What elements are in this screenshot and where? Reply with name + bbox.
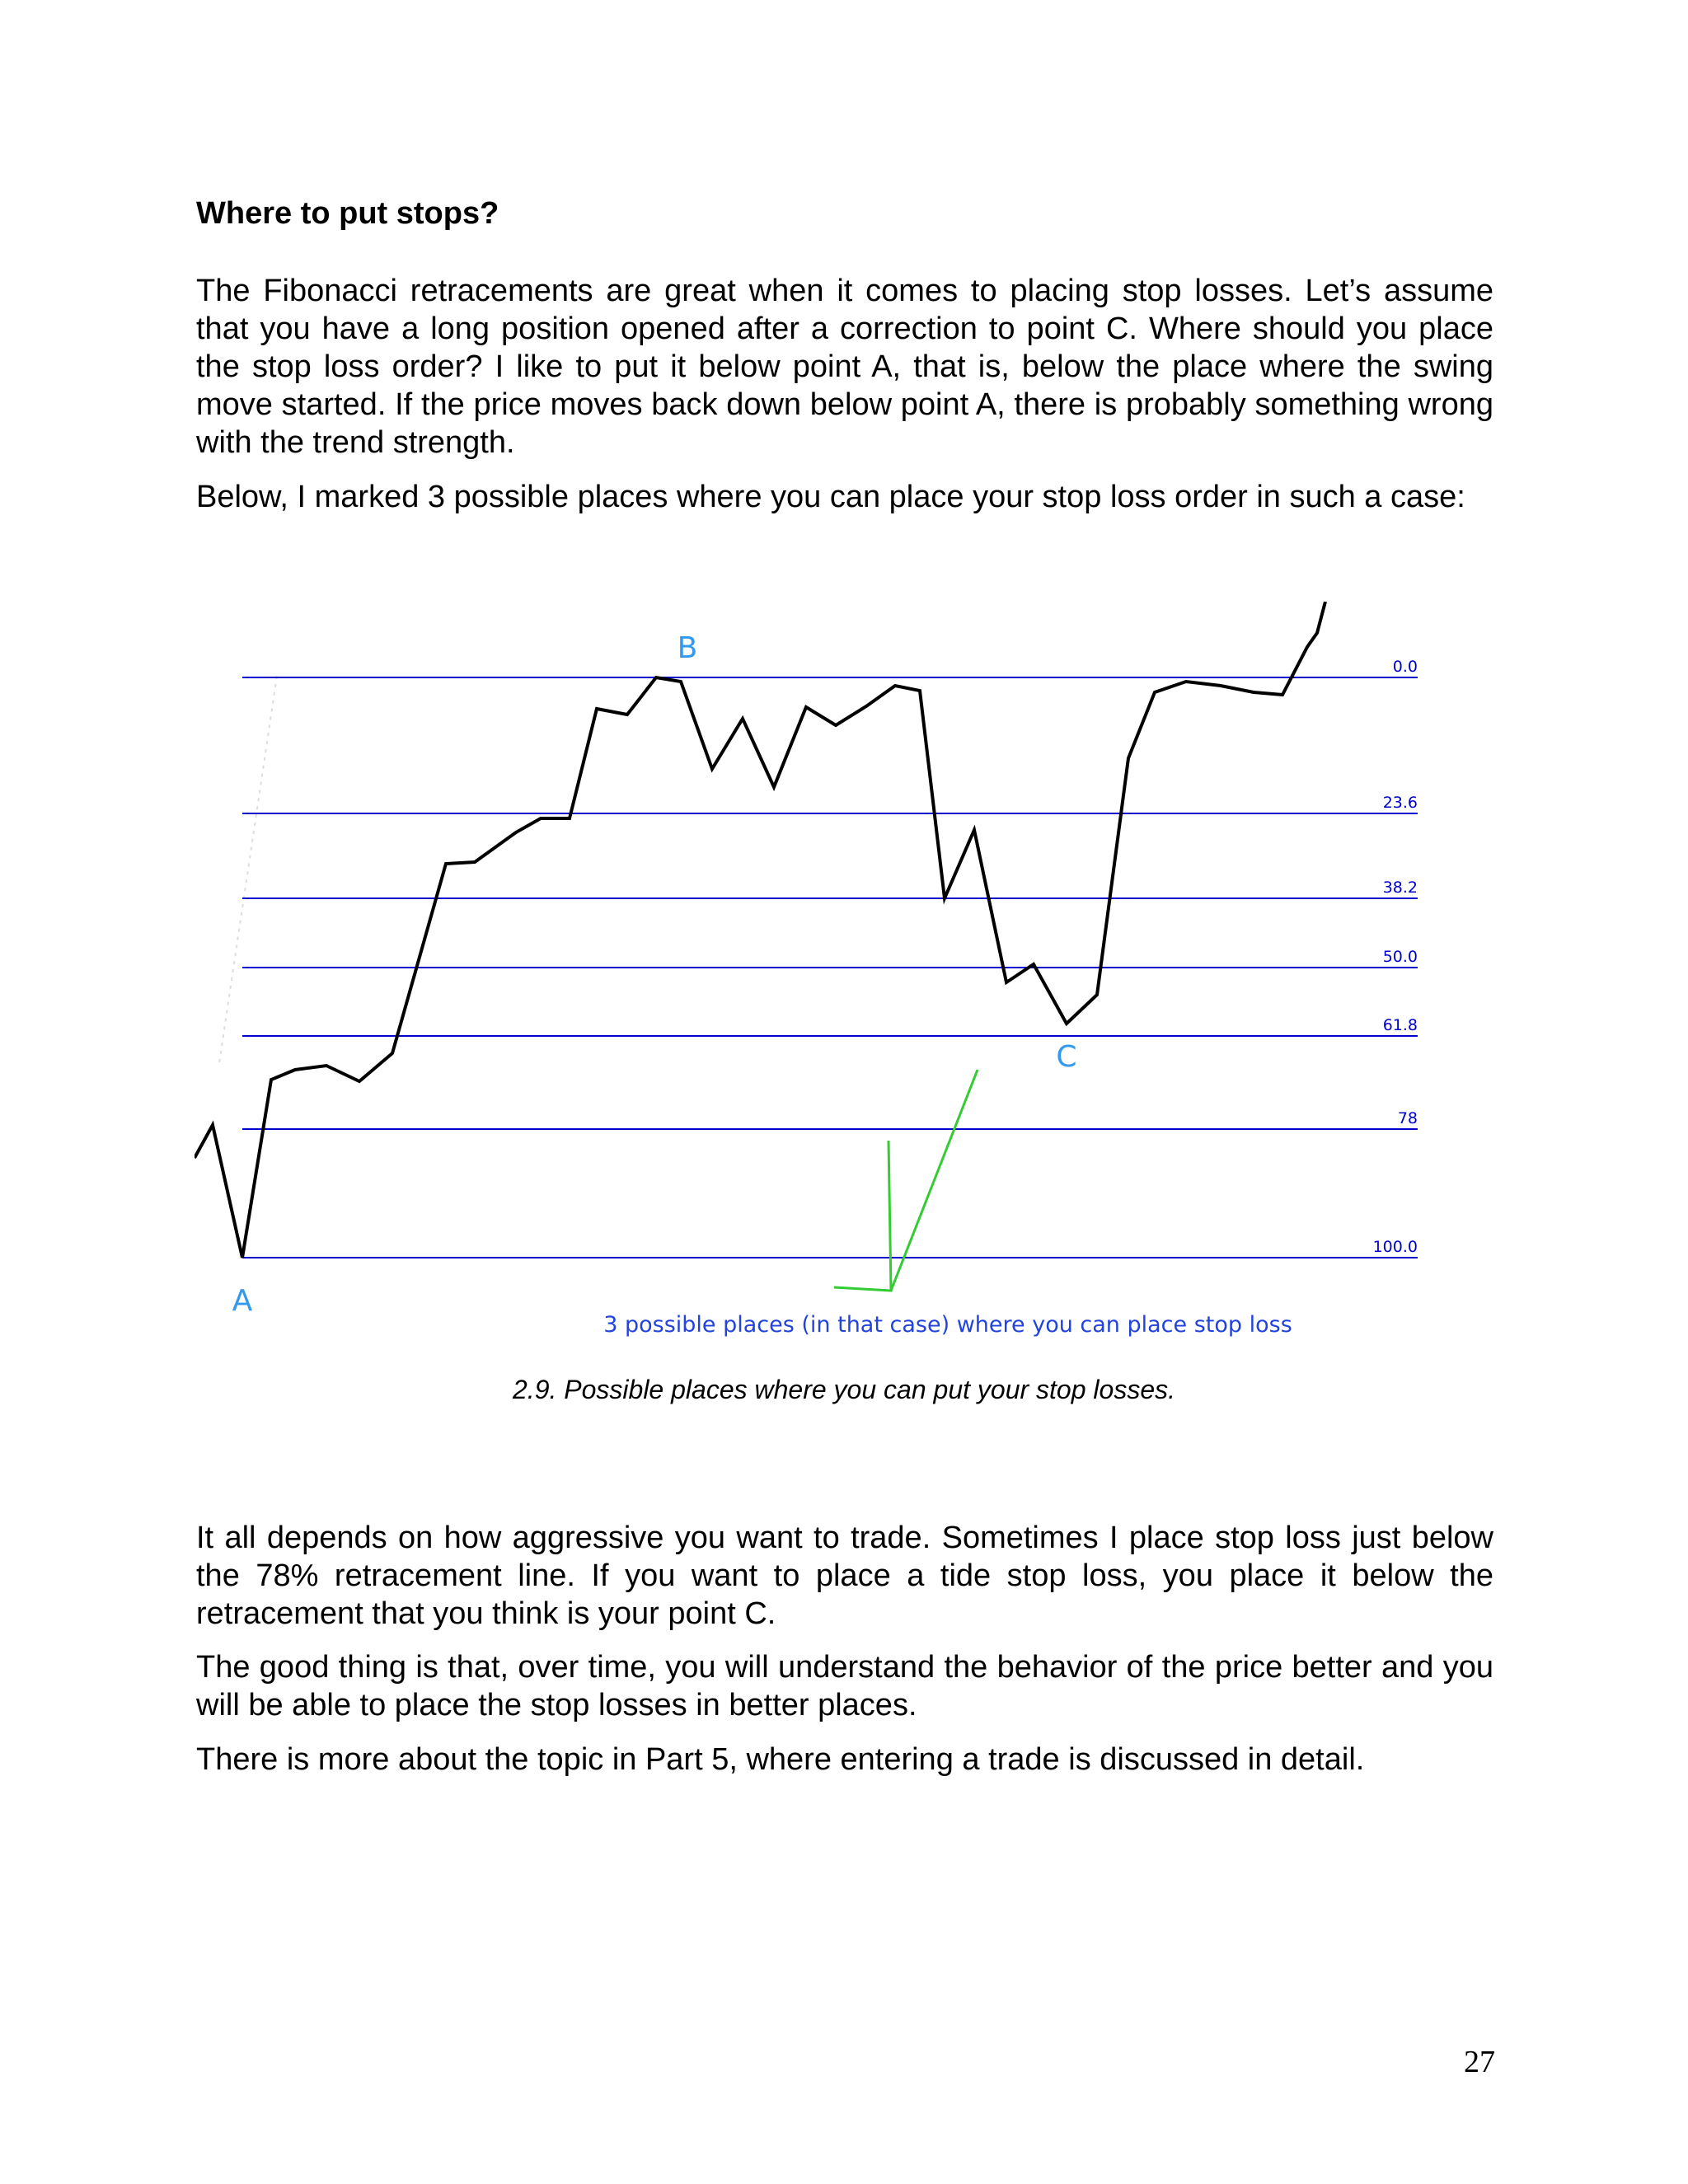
paragraph-marked-places: Below, I marked 3 possible places where you can place your stop loss order in such a case: — [196, 480, 1465, 514]
paragraph-aggressive-trade: It all depends on how aggressive you want to trade. Sometimes I place stop loss just below the 78% retracement line. If you want to place a tide stop loss, you place it below the retracement that you think is your point C. — [196, 1521, 1493, 1631]
fib-label-38-2: 38.2 — [1382, 879, 1418, 897]
figure-caption: 2.9. Possible places where you can put your stop losses. — [513, 1375, 1175, 1404]
fib-label-100: 100.0 — [1372, 1238, 1418, 1256]
paragraph-good-thing: The good thing is that, over time, you will understand the behavior of the price better and you will be able to place the stop losses in better places. — [196, 1650, 1493, 1722]
point-label-a: A — [232, 1284, 253, 1318]
fib-label-78: 78 — [1397, 1109, 1418, 1127]
fib-label-0: 0.0 — [1392, 658, 1418, 676]
fib-label-61-8: 61.8 — [1382, 1016, 1418, 1034]
page-number: 27 — [1464, 2045, 1495, 2079]
point-label-b: B — [677, 631, 698, 665]
price-line — [195, 602, 1325, 1258]
stop-loss-marker — [834, 1141, 891, 1291]
helper-dotted-line — [219, 676, 277, 1063]
section-heading: Where to put stops? — [196, 196, 499, 231]
fib-lines — [242, 677, 1418, 1258]
stop-loss-annotation: 3 possible places (in that case) where you can place stop loss — [603, 1312, 1292, 1338]
paragraph-stop-placement: The Fibonacci retracements are great when it comes to placing stop losses. Let’s assume that you have a long position opened after a correction to point C. Where should you place the stop loss order? I like to put it below point A, that is, below the place where the swing move started. If the price moves back down below point A, there is probably something wrong with the trend strength. — [196, 274, 1493, 460]
point-label-c: C — [1056, 1040, 1077, 1074]
fib-label-50: 50.0 — [1382, 948, 1418, 966]
fibonacci-figure — [195, 602, 1431, 1348]
fib-label-23-6: 23.6 — [1382, 794, 1418, 812]
paragraph-more-topic: There is more about the topic in Part 5, where entering a trade is discussed in detail. — [196, 1742, 1365, 1777]
